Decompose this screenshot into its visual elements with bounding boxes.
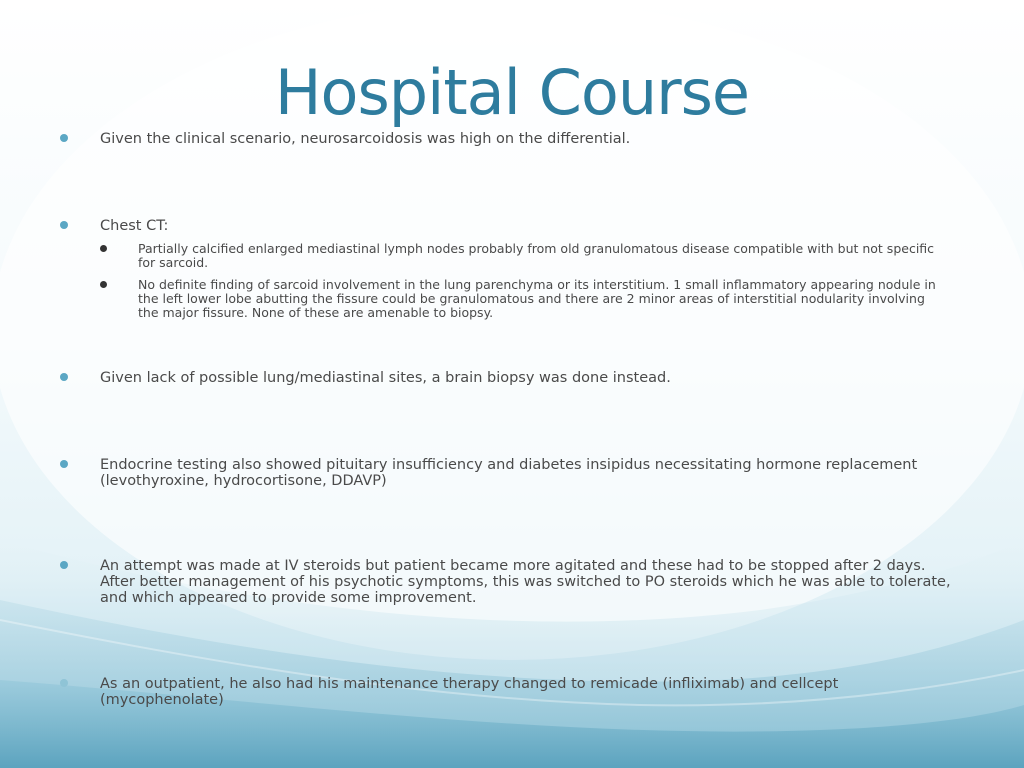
- bullet-text: As an outpatient, he also had his maintenance therapy changed to remicade (infliximab) and cellcept (mycophenolate): [100, 676, 839, 708]
- bullet-text: Endocrine testing also showed pituitary insufficiency and diabetes insipidus necessitating hormone replacement (levothyroxine, hydrocortisone, DDAVP): [100, 457, 918, 489]
- sub-bullet-dot-icon: [100, 245, 107, 252]
- bullet-text: Given the clinical scenario, neurosarcoidosis was high on the differential.: [100, 131, 631, 147]
- sub-bullet-item: [138, 278, 948, 320]
- bullet-item: [100, 457, 960, 489]
- bullet-text: Given lack of possible lung/mediastinal sites, a brain biopsy was done instead.: [100, 370, 671, 386]
- bullet-dot-icon: [60, 221, 68, 229]
- bullet-item: [100, 131, 960, 147]
- bullet-item: [100, 370, 960, 386]
- bullet-dot-icon: [60, 134, 68, 142]
- sub-bullet-text: Partially calcified enlarged mediastinal lymph nodes probably from old granulomatous disease compatible with but not specific for sarcoid.: [138, 241, 935, 270]
- bullet-text: Chest CT:: [100, 218, 169, 234]
- sub-bullet-text: No definite finding of sarcoid involvement in the lung parenchyma or its interstitium. 1 small inflammatory appearing nodule in the left lower lobe abutting the fissure could be granulomatous and there are 2 minor areas of interstitial nodularity involving the major fissure. None of these are amenable to biopsy.: [138, 277, 936, 320]
- bullet-item: [100, 558, 960, 606]
- bullet-item: [100, 676, 960, 708]
- bullet-item: [100, 218, 960, 234]
- slide-title: Hospital Course: [274, 56, 750, 129]
- bullet-dot-icon: [60, 679, 68, 687]
- bullet-dot-icon: [60, 460, 68, 468]
- sub-bullet-item: [138, 242, 948, 270]
- sub-bullet-dot-icon: [100, 281, 107, 288]
- bullet-dot-icon: [60, 373, 68, 381]
- bullet-text: An attempt was made at IV steroids but patient became more agitated and these had to be stopped after 2 days. After better management of his psychotic symptoms, this was switched to PO steroids which he was able to tolerate, and which appeared to provide some improvement.: [100, 558, 951, 606]
- bullet-dot-icon: [60, 561, 68, 569]
